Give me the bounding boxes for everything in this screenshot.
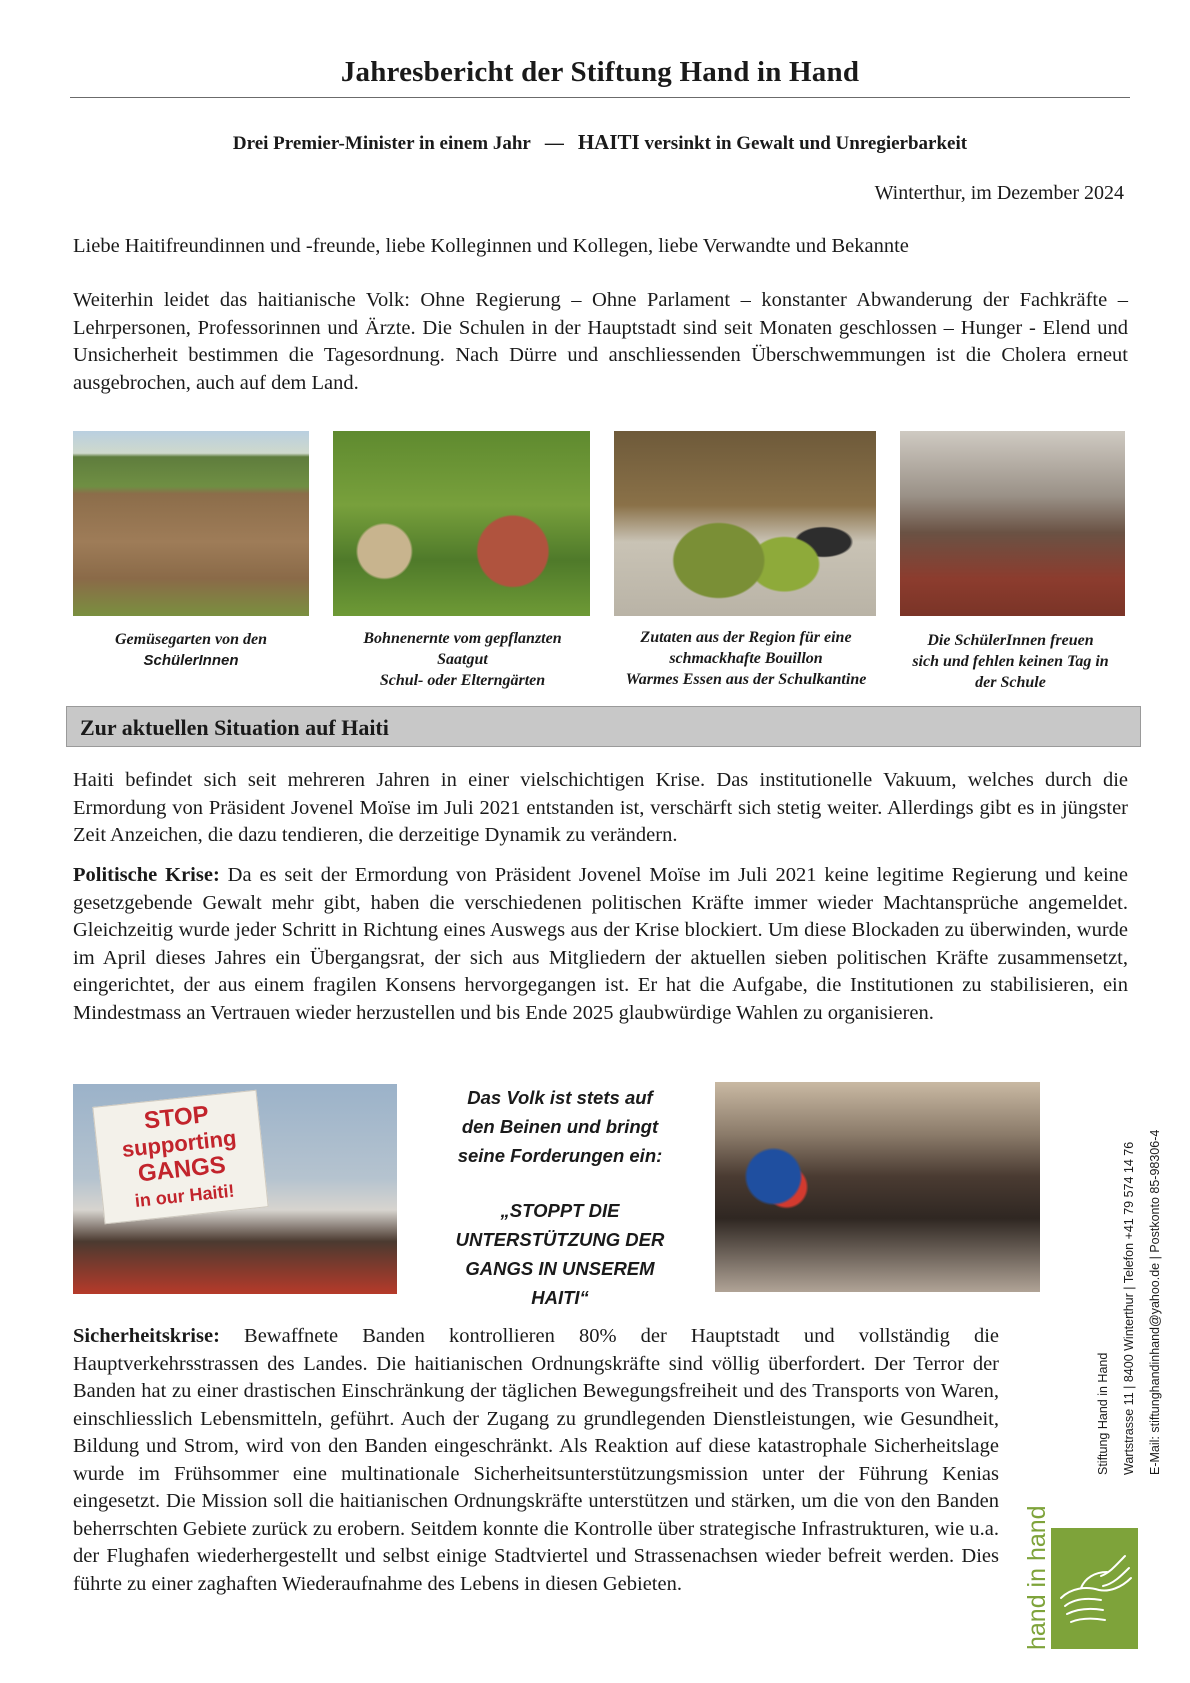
subtitle-haiti: HAITI [577,130,640,154]
photo-vegetable-garden [73,431,309,616]
caption-line: Saatgut [437,651,488,668]
hands-icon [1051,1528,1138,1649]
photo-protest-sign [73,1084,397,1294]
caption-line: der Schule [975,674,1046,691]
caption-vegetable-garden [73,629,309,671]
security-crisis-text: Bewaffnete Banden kontrollieren 80% der Hauptstadt und vollständig die Hauptverkehrsstrassen des Landes. Die haitianischen Ordnungskräfte sind völlig überfordert. Der Terror der Banden hat zu einer drastischen Einschränkung der täglichen Bewegungsfreiheit und des Transports von Waren, einschliesslich Lebensmitteln, geführt. Auch der Zugang zu grundlegenden Dienstleistungen, wie Gesundheit, Bildung und Strom, wird von den Banden eingeschränkt. Als Reaktion auf diese katastrophale Sicherheitslage wurde im Frühsommer eine multinationale Sicherheitsunterstützungsmission unter der Führung Kenias eingesetzt. Die Mission soll die haitianischen Ordnungskräfte unterstützen und stärken, um die von den Banden beherrschten Gebiete zurück zu erobern. Seitdem konnte die Kontrolle über strategische Infrastrukturen, wie u.a. der Flughafen wiederhergestellt und selbst einige Stadtviertel und Strassenachsen wieder befreit werden. Dies führte zu einer zaghaften Wiederaufnahme des Lebens in diesen Gebieten. [73,1325,999,1595]
salutation: Liebe Haitifreundinnen und -freunde, liebe Kolleginnen und Kollegen, liebe Verwandte und Bekannte [73,235,909,257]
photo-protest-crowd [715,1082,1040,1292]
political-crisis-text: Da es seit der Ermordung von Präsident Jovenel Moïse im Juli 2021 keine legitime Regierung und keine gesetzgebende Gewalt mehr gibt, haben die verschiedenen politischen Kräfte immer wieder Machtansprüche angemeldet. Gleichzeitig wurde jeder Schritt in Richtung eines Auswegs aus der Krise blockiert. Um diese Blockaden zu überwinden, wurde im April dieses Jahres ein Übergangsrat, der sich aus Mitgliedern der aktuellen sieben politischen Kräfte zusammensetzt, eingerichtet, der aus einem fragilen Konsens hervorgegangen ist. Er hat die Aufgabe, die Institutionen zu stabilisieren, ein Mindestmass an Vertrauen wieder herzustellen und bis Ende 2025 glaubwürdige Wahlen zu organisieren. [73,864,1129,1024]
quote-line: HAITI“ [531,1287,589,1308]
subtitle-left: Drei Premier-Minister in einem Jahr [232,133,531,154]
sign-line: supporting [120,1125,238,1163]
caption-line: Gemüsegarten von den [115,631,267,648]
protest-sign [92,1090,268,1225]
subtitle-dash: — [544,133,564,154]
sidebar-contact: E-Mail: stiftunghandinhand@yahoo.de | Postkonto 85-98306-4 [1148,1129,1162,1475]
caption-line: Bohnenernte vom gepflanzten [363,630,562,647]
logo-text: hand in hand [1023,1505,1051,1650]
intro-paragraph: Weiterhin leidet das haitianische Volk: Ohne Regierung – Ohne Parlament – konstanter Abwanderung der Fachkräfte – Lehrpersonen, Professorinnen und Ärzte. Die Schulen in der Hauptstadt sind seit Monaten geschlossen – Hunger - Elend und Unsicherheit bestimmen die Tagesordnung. Nach Dürre und anschliessenden Überschwemmungen ist die Cholera erneut ausgebrochen, auch auf dem Land. [73,289,1128,394]
sign-line: STOP [142,1100,211,1135]
quote-line: GANGS IN UNSEREM [465,1258,655,1279]
caption-line: Warmes Essen aus der Schulkantine [625,671,867,688]
security-crisis-label: Sicherheitskrise: [73,1325,220,1347]
protest-quote [430,1083,690,1312]
title-divider [70,97,1130,98]
political-crisis-paragraph [73,862,1128,1027]
quote-line: „STOPPT DIE [500,1200,620,1221]
sidebar-address-line: Wartstrasse 11 | 8400 Winterthur | Telefon +41 79 574 14 76 [1122,1141,1136,1475]
photo-bean-harvest [333,431,590,616]
quote-line: seine Forderungen ein: [457,1145,663,1166]
sign-line: in our Haiti! [133,1180,236,1211]
caption-line: schmackhafte Bouillon [669,650,823,667]
logo-hands-icon [1051,1528,1138,1649]
political-crisis-label: Politische Krise: [73,864,220,886]
section-heading: Zur aktuellen Situation auf Haiti [80,715,389,740]
place-date: Winterthur, im Dezember 2024 [874,182,1124,204]
caption-line: SchülerInnen [143,652,239,669]
quote-line: Das Volk ist stets auf [467,1087,653,1108]
caption-line: sich und fehlen keinen Tag in [912,653,1109,670]
caption-ingredients [596,627,896,690]
situation-paragraph: Haiti befindet sich seit mehreren Jahren in einer vielschichtigen Krise. Das institutionelle Vakuum, welches durch die Ermordung von Präsident Jovenel Moïse im Juli 2021 entstanden ist, verschärft sich stetig weiter. Allerdings gibt es in jüngster Zeit Anzeichen, die dazu tendieren, die derzeitige Dynamik zu verändern. [73,769,1128,846]
section-heading-bar [66,706,1141,747]
sidebar-org: Stiftung Hand in Hand [1096,1352,1110,1475]
sign-line: GANGS [136,1151,227,1188]
caption-bean-harvest [325,628,600,691]
document-subtitle [70,130,1130,155]
caption-line: Zutaten aus der Region für eine [640,629,852,646]
security-crisis-paragraph [73,1323,999,1598]
photo-students [900,431,1125,616]
caption-students [888,630,1133,693]
caption-line: Schul- oder Elterngärten [379,672,546,689]
quote-line: UNTERSTÜTZUNG DER [455,1229,665,1250]
photo-ingredients [614,431,876,616]
subtitle-right: versinkt in Gewalt und Unregierbarkeit [639,133,968,154]
caption-line: Die SchülerInnen freuen [927,632,1094,649]
quote-line: den Beinen und bringt [461,1116,659,1137]
document-title: Jahresbericht der Stiftung Hand in Hand [340,56,860,88]
